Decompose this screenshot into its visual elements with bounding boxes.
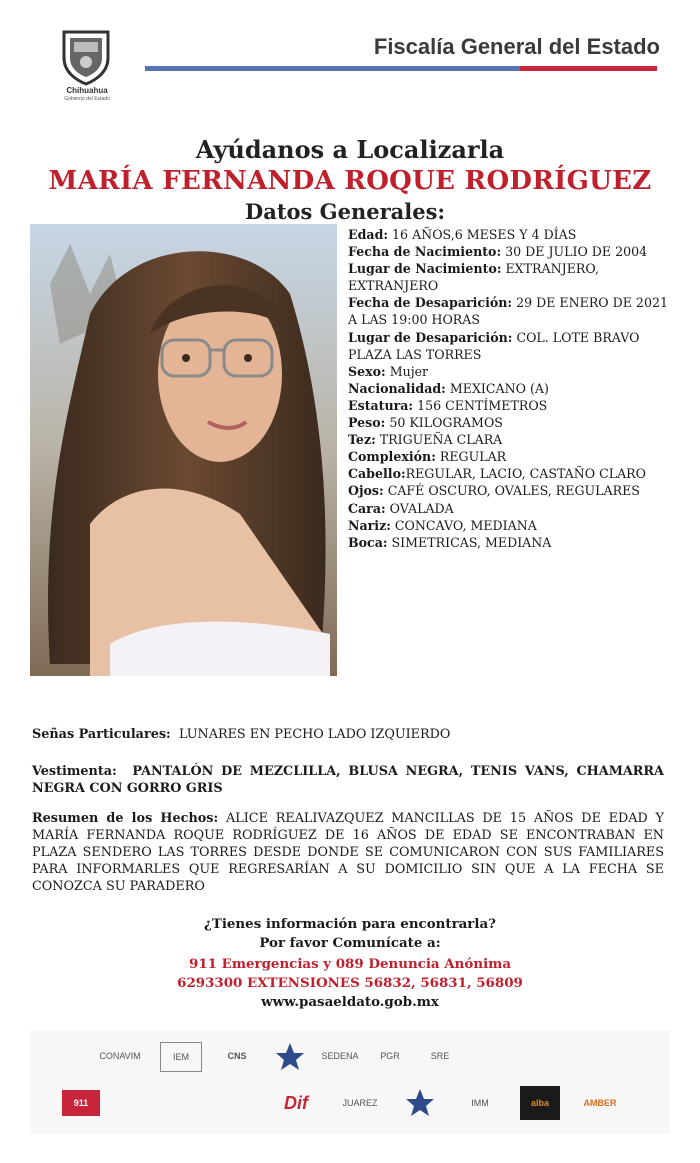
detail-build: Complexión: REGULAR xyxy=(348,449,507,465)
logo-cns: CNS xyxy=(227,1051,247,1061)
logo-alba: alba xyxy=(520,1086,560,1120)
detail-nose: Nariz: CONCAVO, MEDIANA xyxy=(348,517,537,533)
detail-height: Estatura: 156 CENTÍMETROS xyxy=(348,397,548,413)
detail-sex: Sexo: Mujer xyxy=(348,363,429,379)
detail-weight: Peso: 50 KILOGRAMOS xyxy=(348,415,503,431)
logo-iem: IEM xyxy=(160,1042,202,1072)
detail-eyes: Ojos: CAFÉ OSCURO, OVALES, REGULARES xyxy=(348,483,640,499)
logo-juarez: JUAREZ xyxy=(342,1098,378,1108)
police-star-icon xyxy=(275,1042,305,1072)
seal-sublabel: Gobierno del Estado xyxy=(64,96,110,102)
logo-imm: IMM xyxy=(471,1098,489,1108)
police-badge-icon xyxy=(405,1088,435,1118)
details-list xyxy=(348,226,668,551)
detail-disappearance-date: Fecha de Desaparición: 29 DE ENERO DE 2021 A LAS 19:00 HORAS xyxy=(348,295,668,328)
missing-person-photo xyxy=(30,224,337,676)
person-name: MARÍA FERNANDA ROQUE RODRÍGUEZ xyxy=(48,166,652,196)
detail-age: Edad: 16 AÑOS,6 MESES Y 4 DÍAS xyxy=(348,227,577,242)
phone-extensions: 6293300 EXTENSIONES 56832, 56831, 56809 xyxy=(177,975,523,991)
logo-conavim: CONAVIM xyxy=(99,1051,141,1061)
logo-911: 911 xyxy=(62,1090,100,1116)
state-seal-icon xyxy=(58,28,114,86)
detail-nationality: Nacionalidad: MEXICANO (A) xyxy=(348,380,549,396)
contact-call: Por favor Comunícate a: xyxy=(259,935,441,951)
detail-mouth: Boca: SIMETRICAS, MEDIANA xyxy=(348,534,552,550)
detail-face: Cara: OVALADA xyxy=(348,500,454,516)
website-link[interactable]: www.pasaeldato.gob.mx xyxy=(261,994,439,1010)
general-data-title: Datos Generales: xyxy=(245,199,446,224)
detail-hair: Cabello:REGULAR, LACIO, CASTAÑO CLARO xyxy=(348,466,646,482)
emergency-numbers: 911 Emergencias y 089 Denuncia Anónima xyxy=(189,956,511,972)
contact-question: ¿Tienes información para encontrarla? xyxy=(204,916,496,932)
seal-label: Chihuahua xyxy=(66,86,108,95)
header-rule-blue xyxy=(145,66,520,71)
clothing: Vestimenta: PANTALÓN DE MEZCLILLA, BLUSA NEGRA, TENIS VANS, CHAMARRA NEGRA CON GORRO GRIS xyxy=(32,764,664,796)
distinguishing-marks: Señas Particulares: LUNARES EN PECHO LADO IZQUIERDO xyxy=(32,727,451,742)
detail-birth-date: Fecha de Nacimiento: 30 DE JULIO DE 2004 xyxy=(348,244,648,260)
logo-dif: Dif xyxy=(284,1092,308,1113)
detail-birth-place: Lugar de Nacimiento: EXTRANJERO, EXTRANJERO xyxy=(348,261,599,294)
help-title: Ayúdanos a Localizarla xyxy=(195,135,505,164)
logo-pgr: PGR xyxy=(380,1051,400,1061)
logo-sre: SRE xyxy=(430,1051,450,1061)
agency-title: Fiscalía General del Estado xyxy=(373,34,660,59)
summary-of-events: Resumen de los Hechos: ALICE REALIVAZQUEZ MANCILLAS DE 15 AÑOS DE EDAD Y MARÍA FERNANDA ROQUE RODRÍGUEZ DE 16 AÑOS DE EDAD SE ENCONTRABAN EN PLAZA SENDERO LAS TORRES DESDE DONDE SE COMUNICARON CON SUS FAMILIARES PARA INFORMARLES QUE REGRESARÍAN A SU DOMICILIO SIN QUE A LA FECHA SE CONOZCA SU PARADERO xyxy=(32,811,665,894)
detail-disappearance-place: Lugar de Desaparición: COL. LOTE BRAVO PLAZA LAS TORRES xyxy=(348,329,640,362)
detail-complexion-tone: Tez: TRIGUEÑA CLARA xyxy=(348,432,503,448)
sponsor-logos-strip xyxy=(30,1030,670,1134)
logo-amber: AMBER xyxy=(583,1098,617,1108)
logo-sedena: SEDENA xyxy=(321,1051,359,1061)
header-rule-red xyxy=(520,66,657,71)
